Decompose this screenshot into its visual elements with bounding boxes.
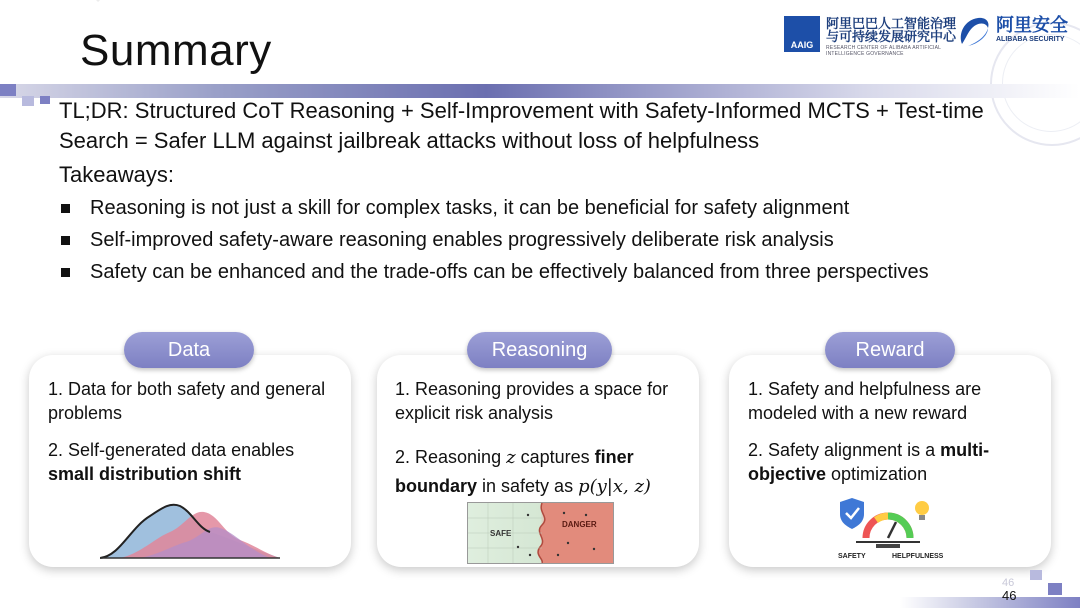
reward-point-1: 1. Safety and helpfulness are modeled with a new reward bbox=[748, 379, 982, 423]
security-chinese-name: 阿里安全 bbox=[996, 15, 1068, 35]
reasoning-bold-boundary: boundary bbox=[395, 476, 478, 496]
reasoning-point-2-mid: captures bbox=[515, 447, 595, 467]
reasoning-point-2 bbox=[395, 443, 695, 501]
bullet-text: Reasoning is not just a skill for complex tasks, it can be beneficial for safety alignment bbox=[90, 197, 850, 219]
page-number: 46 bbox=[1002, 588, 1017, 603]
data-point-2-bold: small distribution shift bbox=[48, 464, 242, 484]
bullet-text: Safety can be enhanced and the trade-offs can be effectively balanced from three perspectives bbox=[90, 261, 929, 283]
safety-helpfulness-balance-illustration bbox=[836, 498, 936, 552]
bullet-square-icon bbox=[61, 204, 70, 213]
list-item bbox=[59, 227, 959, 254]
reasoning-point-1: 1. Reasoning provides a space for explicit risk analysis bbox=[395, 379, 669, 423]
bullet-square-icon bbox=[61, 268, 70, 277]
reasoning-formula: p(y|x, z) bbox=[578, 476, 651, 497]
accent-square bbox=[22, 96, 34, 106]
reward-point-2-pre: 2. Safety alignment is a bbox=[748, 440, 941, 460]
safe-danger-boundary-image bbox=[467, 502, 614, 564]
takeaways-label: Takeaways: bbox=[59, 162, 174, 187]
accent-square bbox=[1048, 583, 1062, 595]
slide-title: Summary bbox=[80, 26, 272, 75]
danger-label: DANGER bbox=[562, 520, 597, 529]
reward-point-2-post: optimization bbox=[826, 464, 928, 484]
alibaba-security-logo-text bbox=[996, 15, 1068, 45]
aaig-english-name: RESEARCH CENTER OF ALIBABA ARTIFICIAL INTELLIGENCE GOVERNANCE bbox=[826, 45, 941, 57]
aaig-logo bbox=[784, 16, 820, 52]
accent-square bbox=[40, 96, 50, 104]
list-item bbox=[59, 259, 959, 286]
alibaba-security-logo-icon bbox=[956, 14, 992, 50]
reward-point-2 bbox=[748, 438, 1043, 486]
data-pill-label: Data bbox=[124, 332, 254, 368]
distribution-mountains-illustration bbox=[100, 498, 280, 560]
aaig-logo-text bbox=[826, 17, 956, 57]
reasoning-pill-label: Reasoning bbox=[467, 332, 612, 368]
data-point-2-text: 2. Self-generated data enables bbox=[48, 440, 295, 460]
list-item bbox=[59, 195, 959, 222]
bottom-accent-bar bbox=[900, 597, 1080, 608]
helpfulness-image-label: HELPFULNESS bbox=[892, 553, 944, 560]
reasoning-point-2-post: in safety as bbox=[477, 476, 579, 496]
reasoning-bold-finer: finer bbox=[594, 447, 634, 467]
page-number-shadow: 46 bbox=[1002, 577, 1015, 589]
reward-bold-multi: multi- bbox=[940, 440, 990, 460]
accent-square bbox=[0, 84, 16, 96]
accent-square bbox=[1030, 570, 1042, 580]
reasoning-variable-z: z bbox=[506, 447, 516, 468]
reasoning-point-2-pre: 2. Reasoning bbox=[395, 447, 507, 467]
tldr-text: TL;DR: Structured CoT Reasoning + Self-Improvement with Safety-Informed MCTS + Test-time Search = Safer LLM against jailbreak attacks without loss of helpfulness bbox=[59, 98, 984, 153]
bullet-square-icon bbox=[61, 236, 70, 245]
data-point-2 bbox=[48, 438, 343, 486]
reward-pill-label: Reward bbox=[825, 332, 955, 368]
safe-label: SAFE bbox=[490, 529, 512, 538]
aaig-chinese-name: 阿里巴巴人工智能治理与可持续发展研究中心 bbox=[826, 16, 957, 44]
aaig-badge-text: AAIG bbox=[790, 40, 814, 50]
takeaways-list bbox=[59, 195, 959, 291]
security-english-name: ALIBABA SECURITY bbox=[996, 36, 1065, 43]
bullet-text: Self-improved safety-aware reasoning enables progressively deliberate risk analysis bbox=[90, 229, 834, 251]
data-point-1: 1. Data for both safety and general problems bbox=[48, 379, 326, 423]
reward-bold-objective: objective bbox=[748, 464, 827, 484]
safety-image-label: SAFETY bbox=[838, 553, 866, 560]
